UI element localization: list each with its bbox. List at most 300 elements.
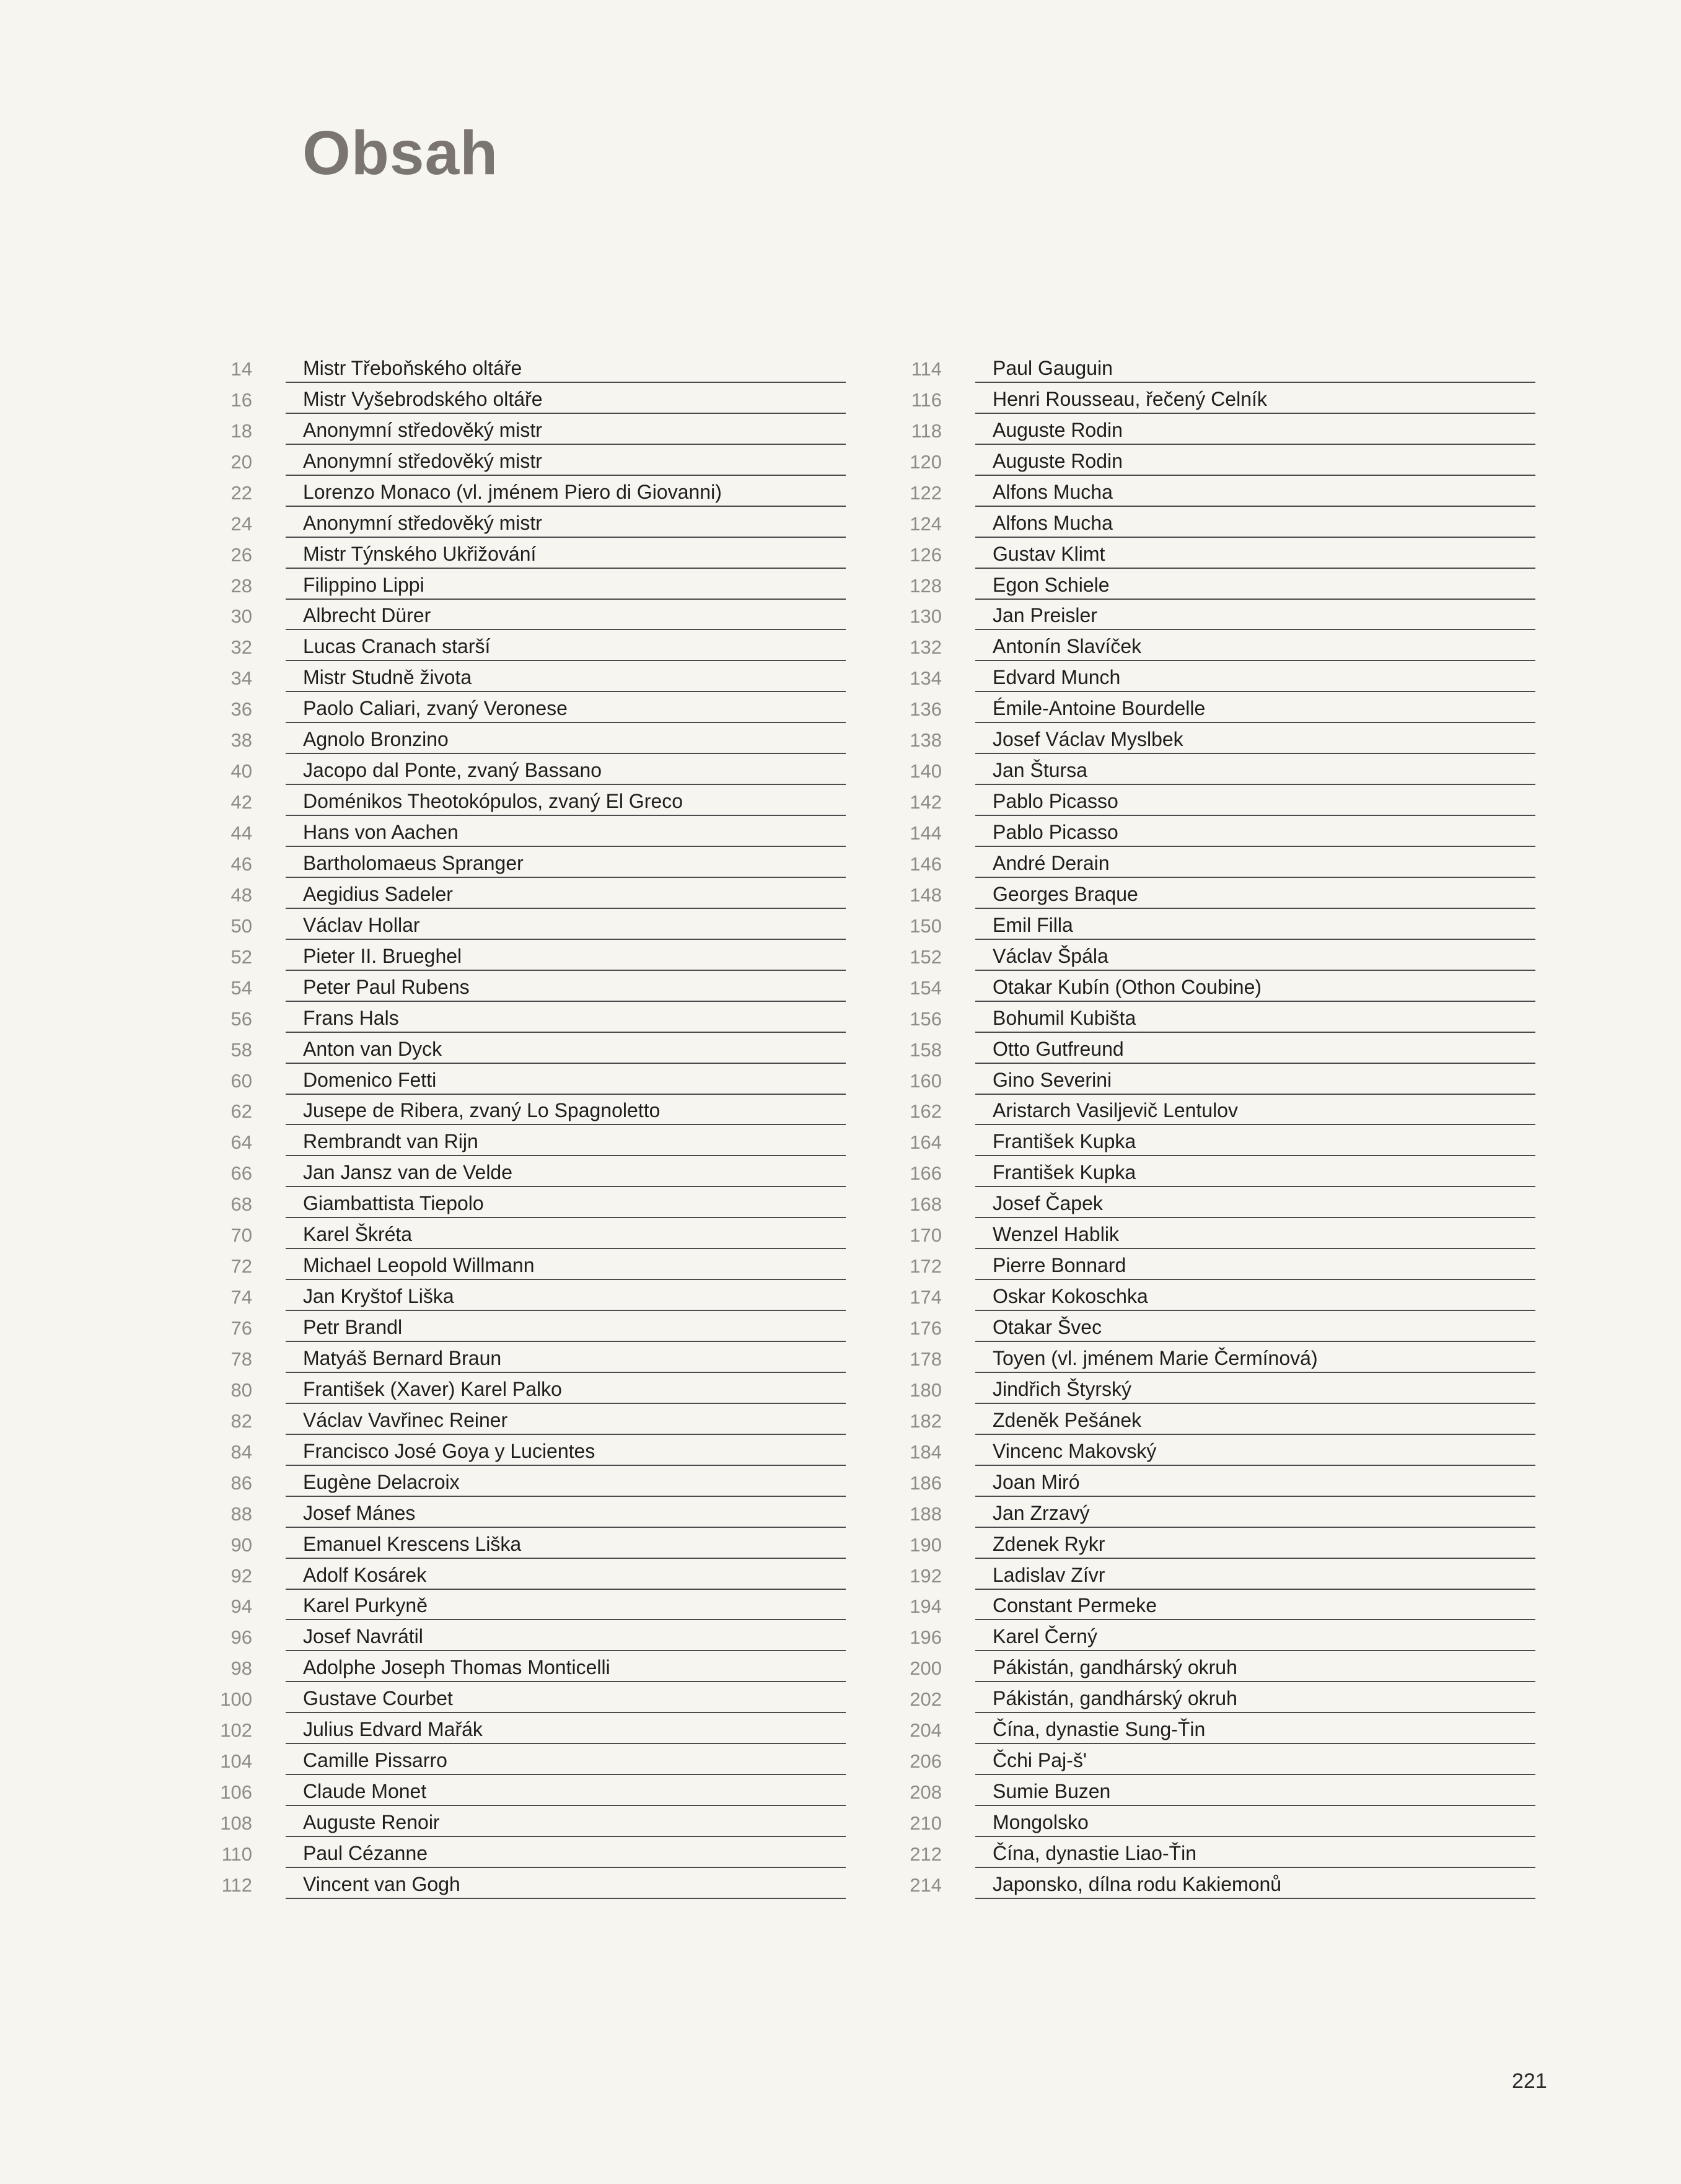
toc-row: [897, 507, 1535, 538]
toc-entry-name: Domenico Fetti: [291, 1069, 846, 1095]
toc-row: [208, 569, 846, 600]
toc-row: [897, 383, 1535, 414]
toc-row: [897, 785, 1535, 816]
toc-entry-name: Egon Schiele: [980, 574, 1535, 600]
toc-page-number: 152: [910, 945, 942, 968]
toc-entry-name: František Kupka: [980, 1130, 1535, 1156]
toc-entry-name: František Kupka: [980, 1161, 1535, 1187]
toc-entry-name: Mongolsko: [980, 1811, 1535, 1837]
toc-entry-name: Camille Pissarro: [291, 1749, 846, 1775]
toc-page-number: 170: [910, 1224, 942, 1247]
toc-entry-name: Edvard Munch: [980, 666, 1535, 692]
toc-page-number: 102: [220, 1719, 252, 1742]
toc-page-number: 190: [910, 1533, 942, 1556]
toc-row: [208, 352, 846, 383]
toc-row: [208, 971, 846, 1002]
toc-page-number: 64: [230, 1131, 252, 1154]
toc-entry-name: Josef Václav Myslbek: [980, 728, 1535, 754]
toc-row: [208, 785, 846, 816]
toc-page-number: 46: [230, 853, 252, 875]
toc-entry-name: Agnolo Bronzino: [291, 728, 846, 754]
toc-row: [208, 1620, 846, 1651]
page-number: 221: [1512, 2069, 1547, 2093]
toc-page-number: 118: [911, 419, 942, 442]
toc-row: [897, 1373, 1535, 1404]
toc-page-number: 40: [230, 760, 252, 783]
toc-entry-name: Mistr Týnského Ukřižování: [291, 543, 846, 569]
toc-entry-name: Jan Preisler: [980, 604, 1535, 630]
toc-entry-name: Adolf Kosárek: [291, 1564, 846, 1590]
toc-row: [208, 1187, 846, 1218]
toc-entry-name: Jacopo dal Ponte, zvaný Bassano: [291, 759, 846, 785]
toc-entry-name: Claude Monet: [291, 1780, 846, 1806]
toc-entry-name: František (Xaver) Karel Palko: [291, 1378, 846, 1404]
toc-entry-name: Pablo Picasso: [980, 821, 1535, 847]
toc-page-number: 182: [910, 1410, 942, 1432]
toc-page-number: 184: [910, 1441, 942, 1463]
toc-row: [208, 1002, 846, 1033]
toc-entry-name: Čína, dynastie Sung-Ťin: [980, 1718, 1535, 1744]
toc-entry-name: Adolphe Joseph Thomas Monticelli: [291, 1656, 846, 1682]
toc-page-number: 74: [230, 1286, 252, 1309]
toc-entry-name: Emanuel Krescens Liška: [291, 1533, 846, 1559]
toc-page-number: 92: [230, 1564, 252, 1587]
toc-entry-name: Lucas Cranach starší: [291, 635, 846, 661]
toc-entry-name: Čína, dynastie Liao-Ťin: [980, 1842, 1535, 1868]
toc-page-number: 44: [230, 822, 252, 844]
toc-entry-name: Josef Mánes: [291, 1502, 846, 1528]
toc-entry-name: Matyáš Bernard Braun: [291, 1347, 846, 1373]
toc-entry-name: Václav Vavřinec Reiner: [291, 1409, 846, 1435]
toc-row: [208, 940, 846, 971]
toc-entry-name: Pierre Bonnard: [980, 1254, 1535, 1280]
toc-row: [208, 1775, 846, 1806]
toc-entry-name: Jan Jansz van de Velde: [291, 1161, 846, 1187]
toc-row: [897, 723, 1535, 754]
toc-page-number: 56: [230, 1007, 252, 1030]
toc-entry-name: Anonymní středověký mistr: [291, 450, 846, 476]
toc-entry-name: Peter Paul Rubens: [291, 976, 846, 1002]
toc-entry-name: Rembrandt van Rijn: [291, 1130, 846, 1156]
toc-entry-name: Auguste Rodin: [980, 450, 1535, 476]
toc-page-number: 26: [230, 543, 252, 566]
toc-entry-name: Čchi Paj-š': [980, 1749, 1535, 1775]
toc-entry-name: Constant Permeke: [980, 1594, 1535, 1620]
toc-page-number: 60: [230, 1069, 252, 1092]
toc-row: [897, 878, 1535, 909]
toc-row: [897, 754, 1535, 785]
toc-row: [897, 1775, 1535, 1806]
toc-page-number: 178: [910, 1348, 942, 1370]
toc-row: [208, 600, 846, 631]
toc-row: [208, 1651, 846, 1682]
toc-row: [897, 1806, 1535, 1837]
toc-row: [897, 1620, 1535, 1651]
toc-page-number: 166: [910, 1162, 942, 1185]
toc-page-number: 76: [230, 1317, 252, 1339]
toc-entry-name: Paul Gauguin: [980, 357, 1535, 383]
toc-row: [208, 816, 846, 847]
toc-row: [897, 1713, 1535, 1744]
toc-page-number: 24: [230, 512, 252, 535]
toc-row: [897, 1156, 1535, 1187]
toc-page-number: 18: [230, 419, 252, 442]
toc-page-number: 138: [910, 729, 942, 752]
toc-page-number: 86: [230, 1471, 252, 1494]
toc-page-number: 66: [230, 1162, 252, 1185]
toc-row: [208, 1528, 846, 1559]
toc-row: [897, 1064, 1535, 1095]
toc-entry-name: Anton van Dyck: [291, 1038, 846, 1064]
toc-row: [208, 723, 846, 754]
toc-row: [208, 878, 846, 909]
toc-entry-name: Wenzel Hablik: [980, 1223, 1535, 1249]
toc-page-number: 188: [910, 1502, 942, 1525]
toc-row: [897, 661, 1535, 692]
toc-page-number: 162: [910, 1100, 942, 1123]
toc-page-number: 78: [230, 1348, 252, 1370]
page-title: Obsah: [302, 118, 499, 188]
toc-row: [897, 1033, 1535, 1064]
toc-entry-name: Filippino Lippi: [291, 574, 846, 600]
toc-page-number: 48: [230, 884, 252, 906]
toc-page-number: 214: [910, 1874, 942, 1896]
toc-row: [897, 352, 1535, 383]
toc-page-number: 82: [230, 1410, 252, 1432]
toc-page-number: 90: [230, 1533, 252, 1556]
toc-row: [897, 1249, 1535, 1280]
toc-page-number: 140: [910, 760, 942, 783]
toc-page-number: 14: [230, 357, 252, 380]
toc-row: [897, 1311, 1535, 1342]
toc-page-number: 84: [230, 1441, 252, 1463]
toc-row: [208, 1280, 846, 1311]
toc-entry-name: Paolo Caliari, zvaný Veronese: [291, 697, 846, 723]
toc-page-number: 30: [230, 605, 252, 628]
toc-page-number: 176: [910, 1317, 942, 1339]
toc-row: [897, 630, 1535, 661]
toc-entry-name: Ladislav Zívr: [980, 1564, 1535, 1590]
toc-row: [897, 476, 1535, 507]
toc-page-number: 72: [230, 1255, 252, 1278]
toc-page-number: 114: [911, 357, 942, 380]
toc-row: [897, 1187, 1535, 1218]
toc-row: [897, 1280, 1535, 1311]
toc-entry-name: Jan Kryštof Liška: [291, 1285, 846, 1311]
toc-page-number: 174: [910, 1286, 942, 1309]
toc-entry-name: Sumie Buzen: [980, 1780, 1535, 1806]
toc-row: [897, 971, 1535, 1002]
toc-entry-name: Bartholomaeus Spranger: [291, 852, 846, 878]
toc-row: [897, 1559, 1535, 1590]
toc-page-number: 42: [230, 791, 252, 814]
toc-page-number: 206: [910, 1750, 942, 1773]
toc-page-number: 16: [230, 388, 252, 411]
toc-entry-name: Emil Filla: [980, 914, 1535, 940]
toc-row: [208, 661, 846, 692]
toc-row: [897, 1435, 1535, 1466]
toc-left-column: [208, 352, 846, 1899]
toc-page-number: 32: [230, 636, 252, 659]
toc-entry-name: Frans Hals: [291, 1007, 846, 1033]
toc-page-number: 210: [910, 1812, 942, 1834]
toc-row: [208, 1435, 846, 1466]
toc-entry-name: Paul Cézanne: [291, 1842, 846, 1868]
toc-entry-name: Julius Edvard Mařák: [291, 1718, 846, 1744]
toc-row: [208, 383, 846, 414]
toc-row: [208, 630, 846, 661]
toc-entry-name: Doménikos Theotokópulos, zvaný El Greco: [291, 790, 846, 816]
toc-row: [208, 1590, 846, 1621]
toc-page-number: 200: [910, 1657, 942, 1680]
toc-right-column: [897, 352, 1535, 1899]
toc-row: [897, 538, 1535, 569]
toc-entry-name: Alfons Mucha: [980, 512, 1535, 538]
toc-page-number: 168: [910, 1193, 942, 1216]
toc-entry-name: Antonín Slavíček: [980, 635, 1535, 661]
toc-entry-name: Karel Purkyně: [291, 1594, 846, 1620]
toc-row: [208, 1806, 846, 1837]
toc-row: [897, 1342, 1535, 1373]
toc-entry-name: Pieter II. Brueghel: [291, 945, 846, 971]
toc-row: [897, 1497, 1535, 1528]
toc-page-number: 180: [910, 1379, 942, 1401]
toc-entry-name: Mistr Třeboňského oltáře: [291, 357, 846, 383]
toc-page-number: 136: [910, 698, 942, 721]
toc-entry-name: Josef Čapek: [980, 1192, 1535, 1218]
toc-entry-name: Otakar Kubín (Othon Coubine): [980, 976, 1535, 1002]
toc-row: [897, 569, 1535, 600]
toc-entry-name: Oskar Kokoschka: [980, 1285, 1535, 1311]
toc-page-number: 34: [230, 667, 252, 690]
toc-entry-name: Vincenc Makovský: [980, 1440, 1535, 1466]
toc-row: [208, 414, 846, 445]
toc-row: [208, 692, 846, 723]
toc-page-number: 212: [910, 1843, 942, 1865]
toc-entry-name: Auguste Renoir: [291, 1811, 846, 1837]
toc-row: [208, 1064, 846, 1095]
toc-row: [208, 1373, 846, 1404]
toc-entry-name: Jusepe de Ribera, zvaný Lo Spagnoletto: [291, 1099, 846, 1125]
toc-page-number: 96: [230, 1626, 252, 1649]
toc-row: [897, 940, 1535, 971]
toc-page-number: 54: [230, 976, 252, 999]
toc-page-number: 58: [230, 1038, 252, 1061]
toc-page-number: 186: [910, 1471, 942, 1494]
toc-page-number: 36: [230, 698, 252, 721]
toc-page-number: 22: [230, 481, 252, 504]
toc-page-number: 150: [910, 914, 942, 937]
toc-entry-name: Karel Černý: [980, 1625, 1535, 1651]
toc-entry-name: Josef Navrátil: [291, 1625, 846, 1651]
toc-page-number: 116: [911, 388, 942, 411]
toc-page-number: 130: [910, 605, 942, 628]
toc-row: [208, 909, 846, 940]
toc-entry-name: Japonsko, dílna rodu Kakiemonů: [980, 1873, 1535, 1899]
toc-entry-name: Anonymní středověký mistr: [291, 512, 846, 538]
toc-page-number: 156: [910, 1007, 942, 1030]
toc-page-number: 70: [230, 1224, 252, 1247]
toc-page-number: 204: [910, 1719, 942, 1742]
toc-row: [208, 1249, 846, 1280]
toc-entry-name: Karel Škréta: [291, 1223, 846, 1249]
toc-row: [897, 600, 1535, 631]
toc-entry-name: Aegidius Sadeler: [291, 883, 846, 909]
toc-row: [208, 1466, 846, 1497]
toc-page-number: 126: [910, 543, 942, 566]
toc-entry-name: Pablo Picasso: [980, 790, 1535, 816]
toc-page-number: 142: [910, 791, 942, 814]
toc-entry-name: Anonymní středověký mistr: [291, 419, 846, 445]
toc-page-number: 124: [910, 512, 942, 535]
toc-row: [897, 1682, 1535, 1713]
toc-page-number: 146: [910, 853, 942, 875]
toc-entry-name: Émile-Antoine Bourdelle: [980, 697, 1535, 723]
toc-entry-name: Aristarch Vasiljevič Lentulov: [980, 1099, 1535, 1125]
toc-page-number: 62: [230, 1100, 252, 1123]
toc-row: [208, 1682, 846, 1713]
toc-page-number: 208: [910, 1781, 942, 1804]
toc-row: [897, 1528, 1535, 1559]
toc-row: [897, 1218, 1535, 1249]
toc-row: [897, 1466, 1535, 1497]
toc-row: [208, 1156, 846, 1187]
toc-page-number: 98: [230, 1657, 252, 1680]
toc-row: [208, 538, 846, 569]
toc-row: [208, 445, 846, 476]
toc-entry-name: Petr Brandl: [291, 1316, 846, 1342]
toc-entry-name: Mistr Vyšebrodského oltáře: [291, 388, 846, 414]
toc-page-number: 194: [910, 1595, 942, 1618]
toc-page-number: 50: [230, 914, 252, 937]
toc-entry-name: Mistr Studně života: [291, 666, 846, 692]
toc-page-number: 164: [910, 1131, 942, 1154]
toc-row: [897, 847, 1535, 878]
toc-page-number: 28: [230, 574, 252, 597]
toc-page-number: 88: [230, 1502, 252, 1525]
toc-page-number: 134: [910, 667, 942, 690]
toc-page-number: 110: [221, 1843, 252, 1865]
toc-page-number: 196: [910, 1626, 942, 1649]
toc-row: [208, 507, 846, 538]
toc-entry-name: Otto Gutfreund: [980, 1038, 1535, 1064]
toc-row: [897, 1125, 1535, 1156]
toc-entry-name: Toyen (vl. jménem Marie Čermínová): [980, 1347, 1535, 1373]
toc-entry-name: Auguste Rodin: [980, 419, 1535, 445]
toc-entry-name: Hans von Aachen: [291, 821, 846, 847]
toc-entry-name: Alfons Mucha: [980, 481, 1535, 507]
toc-page-number: 120: [910, 450, 942, 473]
toc-row: [897, 414, 1535, 445]
toc-page-number: 108: [220, 1812, 252, 1834]
toc-page-number: 192: [910, 1564, 942, 1587]
toc-row: [897, 692, 1535, 723]
toc-entry-name: Albrecht Dürer: [291, 604, 846, 630]
toc-entry-name: Lorenzo Monaco (vl. jménem Piero di Giovanni): [291, 481, 846, 507]
toc-row: [897, 909, 1535, 940]
toc-page-number: 106: [220, 1781, 252, 1804]
toc-row: [897, 816, 1535, 847]
toc-entry-name: Gino Severini: [980, 1069, 1535, 1095]
toc-page-number: 132: [910, 636, 942, 659]
toc-row: [208, 754, 846, 785]
toc-row: [208, 1559, 846, 1590]
toc-entry-name: Gustav Klimt: [980, 543, 1535, 569]
toc-entry-name: Jan Zrzavý: [980, 1502, 1535, 1528]
toc-page-number: 144: [910, 822, 942, 844]
toc-page-number: 112: [221, 1874, 252, 1896]
toc-page-number: 128: [910, 574, 942, 597]
toc-entry-name: Michael Leopold Willmann: [291, 1254, 846, 1280]
toc-row: [897, 1590, 1535, 1621]
toc-page-number: 154: [910, 976, 942, 999]
toc-entry-name: Gustave Courbet: [291, 1687, 846, 1713]
toc-page-number: 148: [910, 884, 942, 906]
toc-page-number: 122: [910, 481, 942, 504]
toc-row: [208, 1713, 846, 1744]
toc-row: [208, 1218, 846, 1249]
toc-page-number: 160: [910, 1069, 942, 1092]
toc-row: [208, 1125, 846, 1156]
toc-entry-name: Francisco José Goya y Lucientes: [291, 1440, 846, 1466]
toc-entry-name: Eugène Delacroix: [291, 1471, 846, 1497]
toc-row: [208, 1033, 846, 1064]
toc-row: [208, 1404, 846, 1435]
toc-entry-name: Pákistán, gandhárský okruh: [980, 1656, 1535, 1682]
toc-row: [208, 847, 846, 878]
toc-page-number: 172: [910, 1255, 942, 1278]
toc-row: [897, 1095, 1535, 1126]
toc-row: [208, 1744, 846, 1775]
toc-entry-name: Giambattista Tiepolo: [291, 1192, 846, 1218]
toc-page-number: 100: [220, 1688, 252, 1711]
toc-row: [897, 1651, 1535, 1682]
toc-page-number: 20: [230, 450, 252, 473]
toc-row: [208, 1095, 846, 1126]
toc-page-number: 80: [230, 1379, 252, 1401]
toc-row: [897, 445, 1535, 476]
toc-entry-name: Václav Hollar: [291, 914, 846, 940]
toc-entry-name: Henri Rousseau, řečený Celník: [980, 388, 1535, 414]
toc-page-number: 38: [230, 729, 252, 752]
toc-page-number: 68: [230, 1193, 252, 1216]
toc-row: [208, 1497, 846, 1528]
toc-row: [897, 1404, 1535, 1435]
toc-entry-name: Vincent van Gogh: [291, 1873, 846, 1899]
toc-entry-name: Jindřich Štyrský: [980, 1378, 1535, 1404]
toc-entry-name: Otakar Švec: [980, 1316, 1535, 1342]
toc-entry-name: Zdenek Rykr: [980, 1533, 1535, 1559]
toc-page-number: 94: [230, 1595, 252, 1618]
toc-entry-name: Jan Štursa: [980, 759, 1535, 785]
toc-row: [208, 1311, 846, 1342]
toc-row: [208, 1837, 846, 1868]
toc-row: [208, 1342, 846, 1373]
toc-row: [208, 1868, 846, 1899]
toc-row: [208, 476, 846, 507]
toc-entry-name: Georges Braque: [980, 883, 1535, 909]
toc-entry-name: Bohumil Kubišta: [980, 1007, 1535, 1033]
toc-row: [897, 1868, 1535, 1899]
toc-page-number: 202: [910, 1688, 942, 1711]
toc-entry-name: Zdeněk Pešánek: [980, 1409, 1535, 1435]
toc-page-number: 104: [220, 1750, 252, 1773]
toc-entry-name: Pákistán, gandhárský okruh: [980, 1687, 1535, 1713]
toc-row: [897, 1744, 1535, 1775]
toc-entry-name: André Derain: [980, 852, 1535, 878]
toc-page-number: 52: [230, 945, 252, 968]
toc-row: [897, 1837, 1535, 1868]
